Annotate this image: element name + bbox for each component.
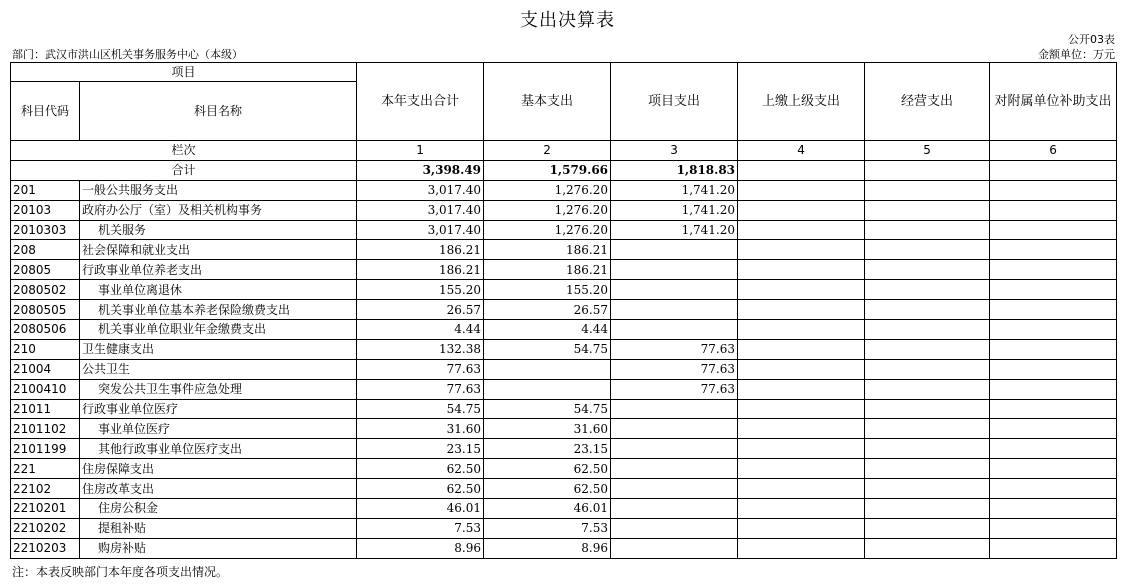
subject-code: 20805 — [11, 260, 80, 280]
subject-code: 2210202 — [11, 518, 80, 538]
amount-upper — [738, 399, 865, 419]
column-number-label: 栏次 — [11, 141, 357, 161]
amount-subsidy — [990, 459, 1117, 479]
table-row — [11, 359, 1117, 379]
subject-code: 20103 — [11, 200, 80, 220]
amount-upper — [738, 280, 865, 300]
header-subsidy: 对附属单位补助支出 — [990, 63, 1117, 141]
amount-total: 3,017.40 — [357, 180, 484, 200]
amount-project — [611, 240, 738, 260]
subject-code: 2100410 — [11, 379, 80, 399]
amount-upper — [738, 459, 865, 479]
total-project: 1,818.83 — [611, 160, 738, 180]
amount-upper — [738, 180, 865, 200]
amount-upper — [738, 499, 865, 519]
amount-total: 186.21 — [357, 260, 484, 280]
amount-project: 1,741.20 — [611, 220, 738, 240]
amount-project: 77.63 — [611, 359, 738, 379]
subject-name: 住房改革支出 — [80, 479, 357, 499]
amount-total: 62.50 — [357, 479, 484, 499]
subject-code: 21011 — [11, 399, 80, 419]
amount-upper — [738, 518, 865, 538]
amount-total: 46.01 — [357, 499, 484, 519]
subject-code: 2080505 — [11, 300, 80, 320]
amount-upper — [738, 240, 865, 260]
amount-total: 62.50 — [357, 459, 484, 479]
table-row — [11, 518, 1117, 538]
table-row — [11, 300, 1117, 320]
amount-project — [611, 518, 738, 538]
table-row — [11, 499, 1117, 519]
table-row — [11, 220, 1117, 240]
subject-name: 公共卫生 — [80, 359, 357, 379]
amount-business — [865, 459, 990, 479]
amount-basic: 155.20 — [484, 280, 611, 300]
amount-business — [865, 240, 990, 260]
amount-subsidy — [990, 499, 1117, 519]
subject-name: 行政事业单位养老支出 — [80, 260, 357, 280]
amount-project — [611, 399, 738, 419]
amount-upper — [738, 220, 865, 240]
subject-name: 住房公积金 — [80, 499, 357, 519]
amount-basic: 26.57 — [484, 300, 611, 320]
subject-name: 住房保障支出 — [80, 459, 357, 479]
amount-business — [865, 439, 990, 459]
amount-basic — [484, 379, 611, 399]
amount-total: 3,017.40 — [357, 220, 484, 240]
subject-code: 2080506 — [11, 320, 80, 340]
subject-code: 2210203 — [11, 538, 80, 558]
department-label: 部门：武汉市洪山区机关事务服务中心（本级） — [12, 48, 243, 61]
amount-upper — [738, 260, 865, 280]
expenditure-table — [10, 62, 1117, 559]
column-number: 6 — [990, 141, 1117, 161]
subject-code: 208 — [11, 240, 80, 260]
amount-project: 77.63 — [611, 339, 738, 359]
amount-business — [865, 499, 990, 519]
header-basic: 基本支出 — [484, 63, 611, 141]
amount-subsidy — [990, 180, 1117, 200]
footnote: 注：本表反映部门本年度各项支出情况。 — [12, 565, 229, 579]
subject-name: 一般公共服务支出 — [80, 180, 357, 200]
amount-basic: 186.21 — [484, 260, 611, 280]
subject-code: 2101102 — [11, 419, 80, 439]
amount-subsidy — [990, 220, 1117, 240]
amount-upper — [738, 479, 865, 499]
amount-business — [865, 300, 990, 320]
subject-code: 22102 — [11, 479, 80, 499]
amount-basic: 4.44 — [484, 320, 611, 340]
table-row — [11, 379, 1117, 399]
amount-subsidy — [990, 359, 1117, 379]
table-row — [11, 320, 1117, 340]
amount-basic — [484, 359, 611, 379]
amount-total: 77.63 — [357, 359, 484, 379]
amount-project — [611, 499, 738, 519]
amount-total: 155.20 — [357, 280, 484, 300]
subject-name: 机关事业单位职业年金缴费支出 — [80, 320, 357, 340]
amount-project: 1,741.20 — [611, 200, 738, 220]
column-number: 3 — [611, 141, 738, 161]
amount-project — [611, 280, 738, 300]
subject-name: 事业单位离退休 — [80, 280, 357, 300]
table-row — [11, 339, 1117, 359]
amount-basic: 31.60 — [484, 419, 611, 439]
amount-business — [865, 260, 990, 280]
header-upper: 上缴上级支出 — [738, 63, 865, 141]
amount-basic: 23.15 — [484, 439, 611, 459]
amount-subsidy — [990, 200, 1117, 220]
table-row — [11, 200, 1117, 220]
amount-total: 186.21 — [357, 240, 484, 260]
subject-code: 21004 — [11, 359, 80, 379]
subject-code: 201 — [11, 180, 80, 200]
amount-basic: 7.53 — [484, 518, 611, 538]
amount-total: 31.60 — [357, 419, 484, 439]
column-number: 5 — [865, 141, 990, 161]
subject-code: 2010303 — [11, 220, 80, 240]
amount-total: 23.15 — [357, 439, 484, 459]
subject-name: 其他行政事业单位医疗支出 — [80, 439, 357, 459]
header-name: 科目名称 — [80, 82, 357, 141]
amount-basic: 8.96 — [484, 538, 611, 558]
table-row — [11, 180, 1117, 200]
amount-subsidy — [990, 439, 1117, 459]
subject-name: 突发公共卫生事件应急处理 — [80, 379, 357, 399]
amount-business — [865, 518, 990, 538]
amount-basic: 46.01 — [484, 499, 611, 519]
subject-name: 提租补贴 — [80, 518, 357, 538]
subject-code: 2080502 — [11, 280, 80, 300]
amount-total: 77.63 — [357, 379, 484, 399]
amount-business — [865, 419, 990, 439]
page-title: 支出决算表 — [520, 10, 615, 31]
amount-upper — [738, 379, 865, 399]
subject-name: 事业单位医疗 — [80, 419, 357, 439]
amount-unit: 金额单位：万元 — [1038, 48, 1115, 61]
subject-name: 社会保障和就业支出 — [80, 240, 357, 260]
amount-subsidy — [990, 399, 1117, 419]
amount-business — [865, 200, 990, 220]
amount-business — [865, 359, 990, 379]
subject-code: 221 — [11, 459, 80, 479]
subject-name: 行政事业单位医疗 — [80, 399, 357, 419]
amount-upper — [738, 538, 865, 558]
amount-project — [611, 479, 738, 499]
header-business: 经营支出 — [865, 63, 990, 141]
amount-total: 4.44 — [357, 320, 484, 340]
amount-business — [865, 538, 990, 558]
form-number: 公开03表 — [1068, 33, 1115, 46]
amount-subsidy — [990, 538, 1117, 558]
subject-code: 2210201 — [11, 499, 80, 519]
amount-subsidy — [990, 280, 1117, 300]
subject-name: 政府办公厅（室）及相关机构事务 — [80, 200, 357, 220]
table-row — [11, 538, 1117, 558]
total-business — [865, 160, 990, 180]
subject-name: 卫生健康支出 — [80, 339, 357, 359]
amount-subsidy — [990, 419, 1117, 439]
amount-business — [865, 479, 990, 499]
total-upper — [738, 160, 865, 180]
amount-basic: 1,276.20 — [484, 220, 611, 240]
amount-subsidy — [990, 300, 1117, 320]
subject-name: 机关事业单位基本养老保险缴费支出 — [80, 300, 357, 320]
amount-total: 54.75 — [357, 399, 484, 419]
table-row — [11, 419, 1117, 439]
total-subsidy — [990, 160, 1117, 180]
amount-total: 3,017.40 — [357, 200, 484, 220]
amount-business — [865, 399, 990, 419]
total-label: 合计 — [11, 160, 357, 180]
subject-name: 机关服务 — [80, 220, 357, 240]
amount-business — [865, 339, 990, 359]
amount-subsidy — [990, 479, 1117, 499]
amount-project — [611, 538, 738, 558]
amount-basic: 186.21 — [484, 240, 611, 260]
subject-name: 购房补贴 — [80, 538, 357, 558]
table-body — [11, 180, 1117, 558]
amount-total: 132.38 — [357, 339, 484, 359]
header-item: 项目 — [11, 63, 357, 82]
table-row — [11, 280, 1117, 300]
amount-basic: 1,276.20 — [484, 200, 611, 220]
total-row — [11, 160, 1117, 180]
amount-subsidy — [990, 518, 1117, 538]
amount-upper — [738, 300, 865, 320]
table-row — [11, 260, 1117, 280]
amount-basic: 54.75 — [484, 399, 611, 419]
amount-upper — [738, 320, 865, 340]
table-row — [11, 459, 1117, 479]
amount-project: 1,741.20 — [611, 180, 738, 200]
amount-basic: 54.75 — [484, 339, 611, 359]
amount-total: 7.53 — [357, 518, 484, 538]
table-row — [11, 479, 1117, 499]
amount-project — [611, 260, 738, 280]
amount-basic: 62.50 — [484, 479, 611, 499]
amount-total: 8.96 — [357, 538, 484, 558]
amount-upper — [738, 419, 865, 439]
column-number: 2 — [484, 141, 611, 161]
amount-project — [611, 320, 738, 340]
amount-project — [611, 459, 738, 479]
amount-subsidy — [990, 320, 1117, 340]
column-number: 1 — [357, 141, 484, 161]
table-row — [11, 399, 1117, 419]
table-row — [11, 240, 1117, 260]
amount-business — [865, 220, 990, 240]
amount-business — [865, 379, 990, 399]
header-total: 本年支出合计 — [357, 63, 484, 141]
total-basic: 1,579.66 — [484, 160, 611, 180]
amount-subsidy — [990, 240, 1117, 260]
amount-upper — [738, 359, 865, 379]
amount-business — [865, 280, 990, 300]
column-number: 4 — [738, 141, 865, 161]
amount-subsidy — [990, 260, 1117, 280]
subject-code: 210 — [11, 339, 80, 359]
amount-business — [865, 320, 990, 340]
amount-upper — [738, 439, 865, 459]
header-code: 科目代码 — [11, 82, 80, 141]
amount-upper — [738, 200, 865, 220]
amount-project — [611, 439, 738, 459]
amount-basic: 1,276.20 — [484, 180, 611, 200]
amount-project: 77.63 — [611, 379, 738, 399]
amount-basic: 62.50 — [484, 459, 611, 479]
amount-subsidy — [990, 379, 1117, 399]
total-amount: 3,398.49 — [357, 160, 484, 180]
amount-upper — [738, 339, 865, 359]
subject-code: 2101199 — [11, 439, 80, 459]
amount-project — [611, 300, 738, 320]
amount-total: 26.57 — [357, 300, 484, 320]
table-row — [11, 439, 1117, 459]
amount-project — [611, 419, 738, 439]
amount-subsidy — [990, 339, 1117, 359]
header-project: 项目支出 — [611, 63, 738, 141]
amount-business — [865, 180, 990, 200]
